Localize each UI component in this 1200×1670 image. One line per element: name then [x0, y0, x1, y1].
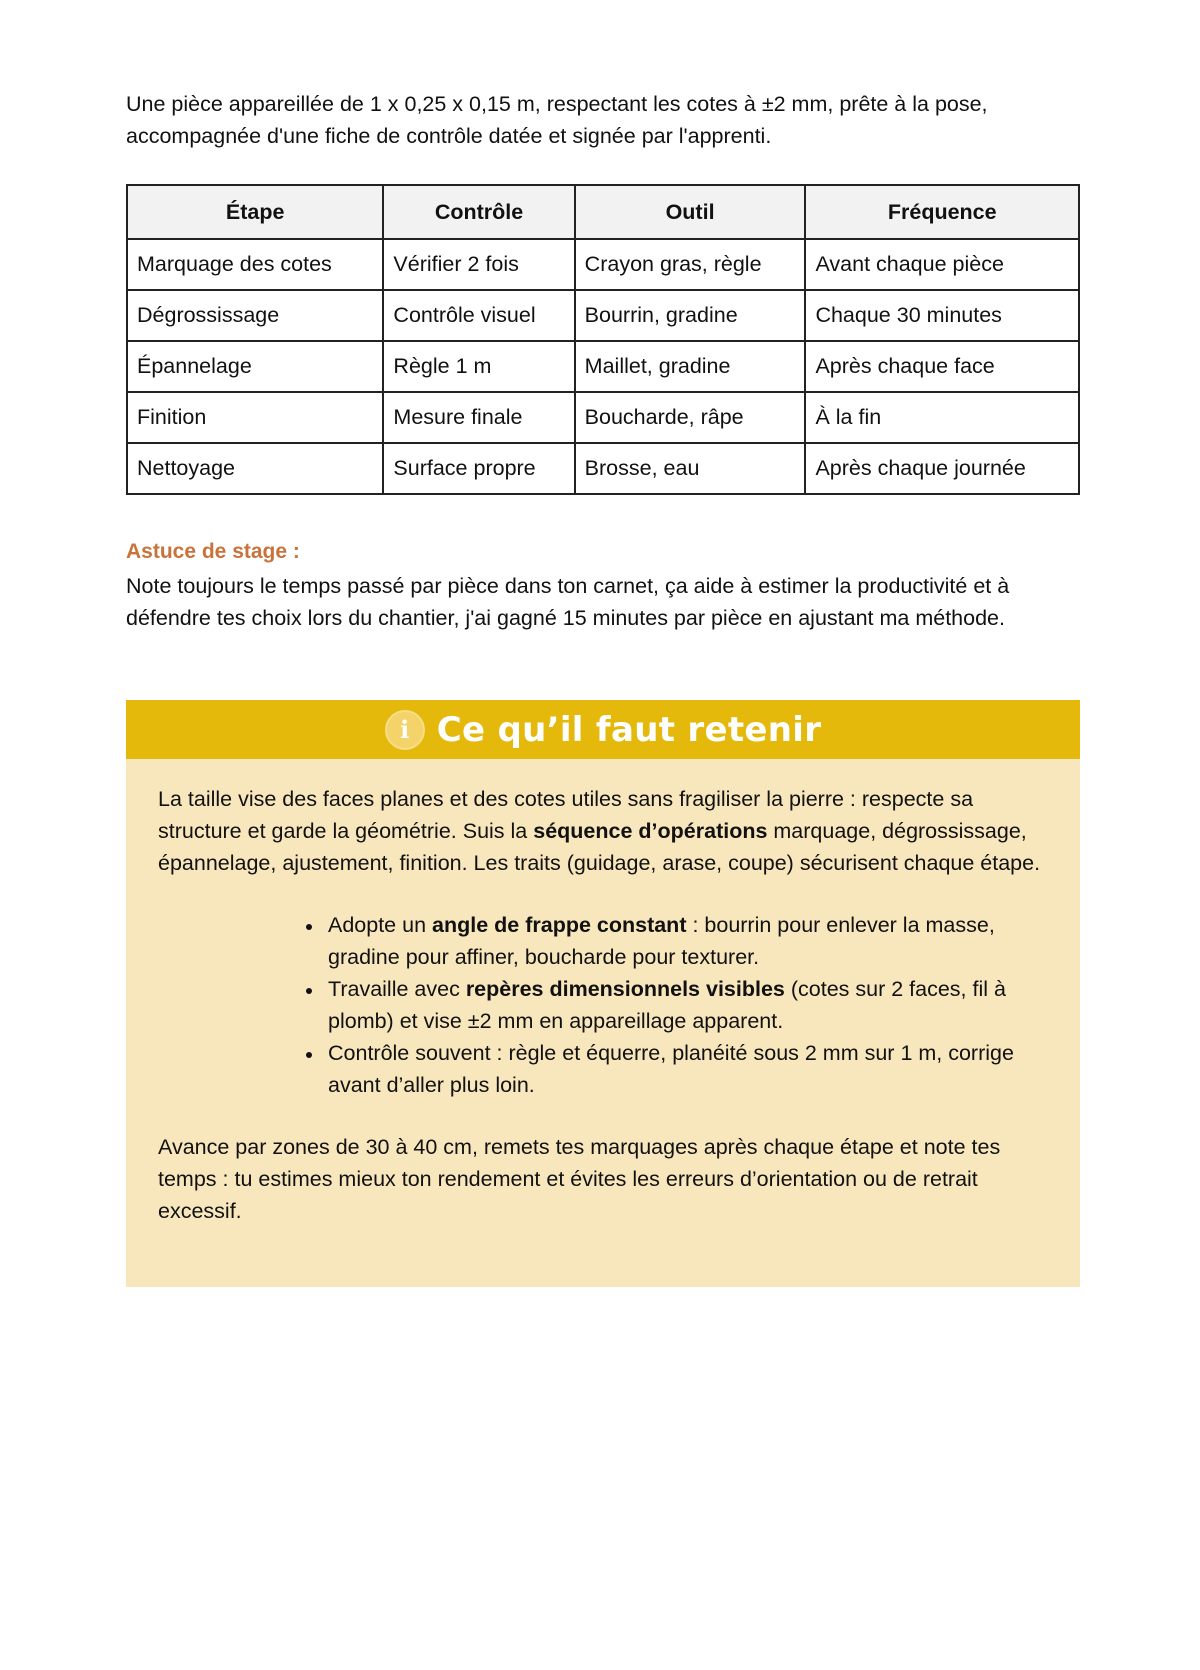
text-span: marquage, dégrossissage, épannelage, ajustement, finition. Les traits (guidage, arase, coupe) sécurisent chaque étape.	[158, 819, 1041, 875]
table-header-row	[127, 185, 1079, 239]
table-cell: Chaque 30 minutes	[805, 290, 1079, 341]
table-header: Étape	[127, 185, 383, 239]
table-cell: Marquage des cotes	[127, 239, 383, 290]
table-cell: Mesure finale	[383, 392, 574, 443]
list-item	[324, 909, 1048, 973]
table-header: Fréquence	[805, 185, 1079, 239]
key-takeaways-header	[126, 700, 1080, 759]
bold-text: repères dimensionnels visibles	[465, 977, 785, 1001]
table-cell: Finition	[127, 392, 383, 443]
table-row	[127, 290, 1079, 341]
table-cell: Après chaque face	[805, 341, 1079, 392]
key-takeaways-body	[126, 759, 1080, 1227]
table-cell: Brosse, eau	[575, 443, 806, 494]
table-cell: Vérifier 2 fois	[383, 239, 574, 290]
list-item	[324, 973, 1048, 1037]
bold-text: angle de frappe constant	[432, 913, 687, 937]
tip-label: Astuce de stage :	[126, 540, 300, 563]
table-cell: Crayon gras, règle	[575, 239, 806, 290]
table-row	[127, 239, 1079, 290]
table-cell: Surface propre	[383, 443, 574, 494]
key-takeaways-title: Ce qu’il faut retenir	[436, 709, 822, 750]
table-cell: Boucharde, râpe	[575, 392, 806, 443]
table-row	[127, 392, 1079, 443]
intro-paragraph: Une pièce appareillée de 1 x 0,25 x 0,15 m, respectant les cotes à ±2 mm, prête à la pose, accompagnée d'une fiche de contrôle datée et signée par l'apprenti.	[126, 92, 988, 148]
bullet-list	[158, 909, 1048, 1101]
info-icon: i	[385, 710, 425, 750]
table-cell: Bourrin, gradine	[575, 290, 806, 341]
bold-text: séquence d’opérations	[533, 819, 768, 843]
list-item	[324, 1037, 1048, 1101]
table-row	[127, 443, 1079, 494]
text-span: Contrôle souvent : règle et équerre, planéité sous 2 mm sur 1 m, corrige avant d’aller plus loin.	[328, 1041, 1014, 1097]
text-span: Travaille avec	[328, 977, 466, 1001]
table-header: Contrôle	[383, 185, 574, 239]
control-table	[126, 184, 1080, 495]
closing-paragraph: Avance par zones de 30 à 40 cm, remets tes marquages après chaque étape et note tes temps : tu estimes mieux ton rendement et évites les erreurs d’orientation ou de retrait excessif.	[158, 1135, 1001, 1223]
text-span: (cotes sur 2 faces, fil à plomb) et vise ±2 mm en appareillage apparent.	[328, 977, 1006, 1033]
table-cell: Avant chaque pièce	[805, 239, 1079, 290]
tip-text: Note toujours le temps passé par pièce dans ton carnet, ça aide à estimer la productivité et à défendre tes choix lors du chantier, j'ai gagné 15 minutes par pièce en ajustant ma méthode.	[126, 574, 1010, 630]
text-span: : bourrin pour enlever la masse, gradine pour affiner, boucharde pour texturer.	[328, 913, 995, 969]
summary-paragraph	[158, 783, 1048, 879]
key-takeaways-box	[126, 700, 1080, 1287]
table-header: Outil	[575, 185, 806, 239]
table-row	[127, 341, 1079, 392]
table-cell: Dégrossissage	[127, 290, 383, 341]
table-cell: Après chaque journée	[805, 443, 1079, 494]
table-cell: Maillet, gradine	[575, 341, 806, 392]
table-cell: Nettoyage	[127, 443, 383, 494]
text-span: Adopte un	[328, 913, 433, 937]
table-cell: Règle 1 m	[383, 341, 574, 392]
table-cell: À la fin	[805, 392, 1079, 443]
table-cell: Contrôle visuel	[383, 290, 574, 341]
text-span: La taille vise des faces planes et des cotes utiles sans fragiliser la pierre : respecte sa structure et garde la géométrie. Suis la	[158, 787, 974, 843]
table-cell: Épannelage	[127, 341, 383, 392]
